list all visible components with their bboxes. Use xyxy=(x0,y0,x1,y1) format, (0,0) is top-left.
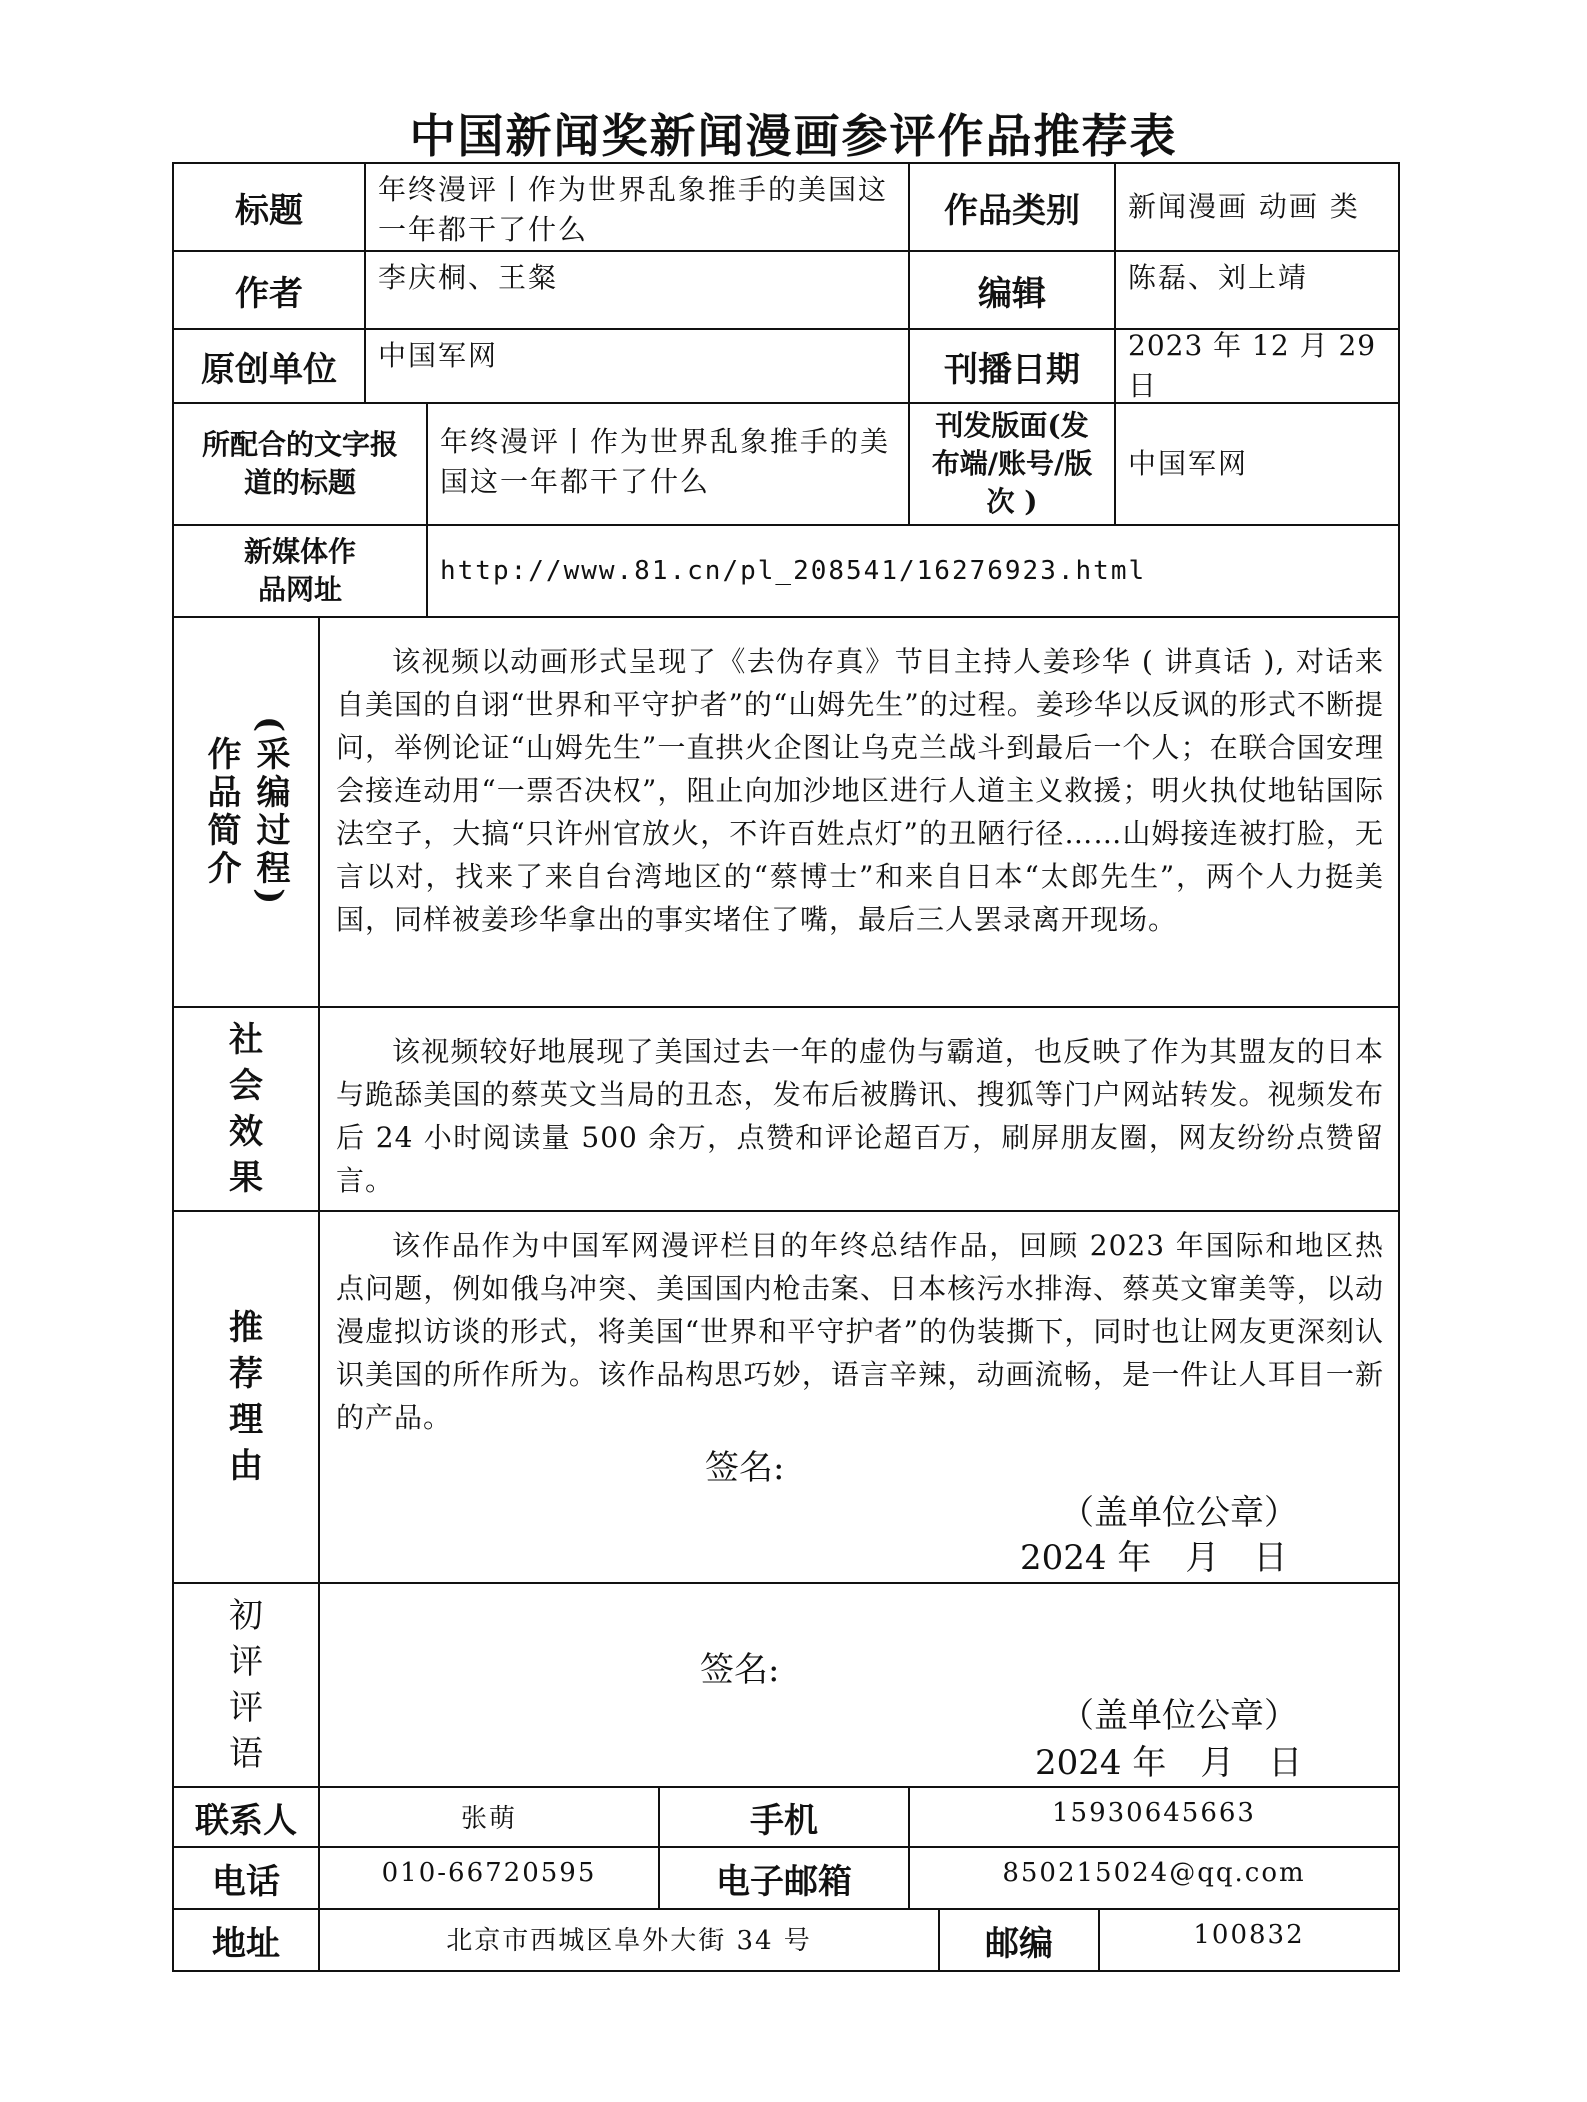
editor-value: 陈磊、刘上靖 xyxy=(1114,250,1400,330)
date-value: 2023 年 12 月 29 日 xyxy=(1114,328,1400,404)
effect-label: 社会效果 xyxy=(229,1020,263,1198)
author-label: 作者 xyxy=(172,250,366,330)
review-seal: （盖单位公章） xyxy=(1060,1696,1298,1736)
form-title: 中国新闻奖新闻漫画参评作品推荐表 xyxy=(409,109,1178,163)
url-value[interactable]: http://www.81.cn/pl_208541/16276923.html xyxy=(426,524,1400,618)
category-value: 新闻漫画 动画 类 xyxy=(1114,162,1400,252)
zip-label: 邮编 xyxy=(938,1908,1100,1972)
email-value: 850215024@qq.com xyxy=(908,1846,1400,1910)
effect-text: 该视频较好地展现了美国过去一年的虚伪与霸道，也反映了作为其盟友的日本与跪舔美国的蔡英文当局的丑态，发布后被腾讯、搜狐等门户网站转发。视频发布后 24 小时阅读量 500 余万，点赞和评论超百万，刷屏朋友圈，网友纷纷点赞留言。 xyxy=(336,1035,1384,1197)
contact-label: 联系人 xyxy=(172,1786,320,1848)
reason-signature: 签名: xyxy=(705,1448,785,1488)
publish-label: 刊发版面(发布端/账号/版次 ) xyxy=(908,402,1116,526)
phone-value: 010-66720595 xyxy=(318,1846,660,1910)
reason-date: 2024 年 月 日 xyxy=(1020,1538,1288,1578)
editor-label: 编辑 xyxy=(908,250,1116,330)
title-label: 标题 xyxy=(172,162,366,252)
author-value: 李庆桐、王粲 xyxy=(364,250,910,330)
intro-text: 该视频以动画形式呈现了《去伪存真》节目主持人姜珍华 ( 讲真话 ), 对话来自美国的自诩“世界和平守护者”的“山姆先生”的过程。姜珍华以反讽的形式不断提问，举例论证“山姆先生”一直拱火企图让乌克兰战斗到最后一个人；在联合国安理会接连动用“一票否决权”，阻止向加沙地区进行人道主义救援；明火执仗地钻国际法空子，大搞“只许州官放火，不许百姓点灯”的丑陋行径……山姆接连被打脸，无言以对，找来了来自台湾地区的“蔡博士”和来自日本“太郎先生”，两个人力挺美国，同样被姜珍华拿出的事实堵住了嘴，最后三人罢录离开现场。 xyxy=(336,645,1384,936)
related-title-value: 年终漫评丨作为世界乱象推手的美国这一年都干了什么 xyxy=(426,402,910,526)
contact-value: 张萌 xyxy=(318,1786,660,1848)
date-label: 刊播日期 xyxy=(908,328,1116,404)
review-label-cell xyxy=(172,1582,320,1788)
unit-label: 原创单位 xyxy=(172,328,366,404)
mobile-label: 手机 xyxy=(658,1786,910,1848)
mobile-value: 15930645663 xyxy=(908,1786,1400,1848)
intro-sublabel: (采编过程) xyxy=(250,715,290,909)
publish-value: 中国军网 xyxy=(1114,402,1400,526)
intro-label-cell xyxy=(172,616,320,1008)
reason-label: 推荐理由 xyxy=(229,1308,263,1486)
phone-label: 电话 xyxy=(172,1846,320,1910)
email-label: 电子邮箱 xyxy=(658,1846,910,1910)
reason-label-cell xyxy=(172,1210,320,1584)
related-title-label: 所配合的文字报道的标题 xyxy=(172,402,428,526)
url-label: 新媒体作品网址 xyxy=(172,524,428,618)
zip-value: 100832 xyxy=(1098,1908,1400,1972)
category-label: 作品类别 xyxy=(908,162,1116,252)
reason-seal: （盖单位公章） xyxy=(1060,1493,1298,1533)
reason-text: 该作品作为中国军网漫评栏目的年终总结作品，回顾 2023 年国际和地区热点问题，例如俄乌冲突、美国国内枪击案、日本核污水排海、蔡英文窜美等，以动漫虚拟访谈的形式，将美国“世界和平守护者”的伪装撕下，同时也让网友更深刻认识美国的所作所为。该作品构思巧妙，语言辛辣，动画流畅，是一件让人耳目一新的产品。 xyxy=(336,1229,1384,1434)
review-signature: 签名: xyxy=(700,1650,780,1690)
intro-label: 作品简介 xyxy=(201,736,241,888)
address-value: 北京市西城区阜外大街 34 号 xyxy=(318,1908,940,1972)
address-label: 地址 xyxy=(172,1908,320,1972)
unit-value: 中国军网 xyxy=(364,328,910,404)
title-value: 年终漫评丨作为世界乱象推手的美国这一年都干了什么 xyxy=(364,162,910,252)
review-date: 2024 年 月 日 xyxy=(1035,1743,1303,1783)
effect-label-cell xyxy=(172,1006,320,1212)
review-label: 初评评语 xyxy=(229,1596,263,1774)
